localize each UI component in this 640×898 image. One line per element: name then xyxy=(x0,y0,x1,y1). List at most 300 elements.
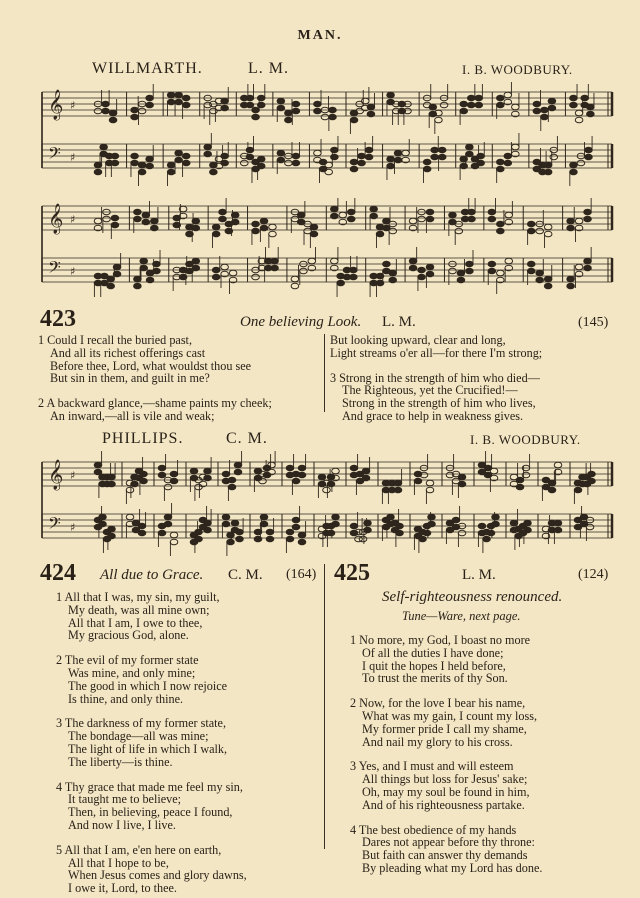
note-head xyxy=(257,156,265,162)
note-head xyxy=(138,108,146,114)
tune-note: Tune—Ware, next page. xyxy=(402,609,521,623)
note-head xyxy=(142,219,150,225)
note-head xyxy=(134,209,142,215)
note-head xyxy=(567,225,575,231)
note-head xyxy=(554,527,562,533)
note-head xyxy=(257,163,265,169)
note-head xyxy=(536,228,544,234)
note-head xyxy=(300,268,308,274)
note-head xyxy=(271,258,279,264)
note-head xyxy=(497,228,505,234)
note-head xyxy=(151,225,159,231)
note-head xyxy=(292,101,300,107)
note-head xyxy=(331,258,339,264)
note-head xyxy=(544,283,552,289)
verse-line: And nail my glory to his cross. xyxy=(362,734,513,749)
note-head xyxy=(222,471,230,477)
note-head xyxy=(291,283,299,289)
note-head xyxy=(246,154,254,160)
note-head xyxy=(389,270,397,276)
note-head xyxy=(504,92,512,98)
note-head xyxy=(138,162,146,168)
note-head xyxy=(541,107,549,113)
verse xyxy=(56,781,322,832)
note-head xyxy=(468,216,476,222)
note-head xyxy=(314,108,322,114)
note-head xyxy=(483,536,491,542)
note-head xyxy=(548,105,556,111)
note-head xyxy=(488,209,496,215)
verse-line: The bondage—all was mine; xyxy=(68,729,209,744)
note-head xyxy=(190,475,198,481)
note-head xyxy=(402,150,410,156)
note-head xyxy=(414,478,422,484)
note-head xyxy=(222,521,230,527)
note-head xyxy=(138,169,146,175)
note-head xyxy=(146,156,154,162)
note-head xyxy=(428,514,436,520)
note-head xyxy=(108,474,116,480)
note-head xyxy=(108,481,116,487)
note-head xyxy=(365,147,373,153)
note-head xyxy=(210,162,218,168)
note-head xyxy=(325,162,333,168)
note-head xyxy=(329,107,337,113)
hymn-verses xyxy=(56,591,322,895)
note-head xyxy=(383,261,391,267)
note-head xyxy=(536,270,544,276)
note-head xyxy=(240,160,248,166)
verse-line: All that I hope to be, xyxy=(68,855,169,870)
note-head xyxy=(298,532,306,538)
note-head xyxy=(458,530,466,536)
music-score-willmarth-2 xyxy=(40,198,616,298)
note-head xyxy=(231,219,239,225)
column-divider xyxy=(324,334,325,412)
verse-line: The light of life in which I walk, xyxy=(68,741,228,756)
note-head xyxy=(337,280,345,286)
note-head xyxy=(554,520,562,526)
verse-line: The good in which I now rejoice xyxy=(68,678,228,693)
verse-line: An inward,—all is vile and weak; xyxy=(50,408,215,423)
verse-line: Before thee, Lord, what wouldst thou see xyxy=(50,358,252,373)
hymn-ref: (164) xyxy=(286,567,317,582)
hymn-number: 423 xyxy=(40,306,76,332)
note-head xyxy=(164,521,172,527)
note-head xyxy=(292,153,300,159)
note-head xyxy=(577,160,585,166)
note-head xyxy=(544,169,552,175)
note-head xyxy=(467,102,475,108)
note-head xyxy=(327,530,335,536)
verse-line: My former pride I call my shame, xyxy=(362,721,527,736)
note-head xyxy=(140,471,148,477)
hymn-verses-col1 xyxy=(38,334,324,423)
note-head xyxy=(109,110,117,116)
note-head xyxy=(131,160,139,166)
note-head xyxy=(332,468,340,474)
verse-line: What was my gain, I count my loss, xyxy=(362,708,537,723)
note-head xyxy=(455,228,463,234)
note-head xyxy=(94,218,102,224)
note-head xyxy=(314,101,322,107)
note-head xyxy=(497,221,505,227)
note-head xyxy=(541,114,549,120)
note-head xyxy=(496,159,504,165)
time-signature-icon: ♯ xyxy=(70,99,76,112)
note-head xyxy=(111,215,119,221)
note-head xyxy=(359,536,367,542)
verse-line: 3 The darkness of my former state, xyxy=(56,716,227,731)
note-head xyxy=(221,160,229,166)
note-head xyxy=(331,154,339,160)
verse-line: The Righteous, yet the Crucified!— xyxy=(342,383,518,398)
note-head xyxy=(524,527,532,533)
note-head xyxy=(140,258,148,264)
note-head xyxy=(227,539,235,545)
verse-line: Dares not appear before thy throne: xyxy=(362,835,535,850)
note-head xyxy=(126,487,134,493)
note-head xyxy=(350,274,358,280)
verse xyxy=(38,397,324,423)
note-head xyxy=(204,102,212,108)
verse-line: 2 A backward glance,—shame paints my cheek; xyxy=(38,396,272,411)
bass-clef-icon: 𝄢 xyxy=(48,257,61,281)
note-head xyxy=(292,524,300,530)
hymn-meter: L. M. xyxy=(462,567,496,583)
note-head xyxy=(449,212,457,218)
note-head xyxy=(339,212,347,218)
note-head xyxy=(570,162,578,168)
note-head xyxy=(210,108,218,114)
verse-line: By pleading what my Lord has done. xyxy=(362,860,543,875)
note-head xyxy=(229,270,237,276)
note-head xyxy=(252,107,260,113)
note-head xyxy=(496,95,504,101)
note-head xyxy=(347,209,355,215)
note-head xyxy=(536,277,544,283)
hymn-number: 425 xyxy=(334,560,370,586)
note-head xyxy=(394,157,402,163)
verse-line: But faith can answer thy demands xyxy=(362,848,528,863)
note-head xyxy=(584,216,592,222)
note-head xyxy=(134,283,142,289)
note-head xyxy=(102,108,110,114)
note-head xyxy=(409,218,417,224)
tune-composer: I. B. WOODBURY. xyxy=(462,62,573,77)
note-head xyxy=(221,264,229,270)
note-head xyxy=(468,209,476,215)
music-score-phillips xyxy=(40,450,616,560)
note-head xyxy=(544,276,552,282)
note-head xyxy=(426,271,434,277)
note-head xyxy=(204,520,212,526)
note-head xyxy=(387,163,395,169)
note-head xyxy=(585,147,593,153)
note-head xyxy=(409,265,417,271)
note-head xyxy=(219,216,227,222)
note-head xyxy=(151,218,159,224)
note-head xyxy=(426,216,434,222)
note-head xyxy=(457,277,465,283)
note-head xyxy=(314,150,322,156)
note-head xyxy=(131,114,139,120)
verse-line: Oh, may my soul be found in him, xyxy=(362,784,530,799)
note-head xyxy=(426,264,434,270)
note-head xyxy=(544,224,552,230)
verse-line: To trust the merits of thy Son. xyxy=(362,671,508,686)
verse xyxy=(56,844,322,895)
note-head xyxy=(298,465,306,471)
note-head xyxy=(355,536,363,542)
note-head xyxy=(361,98,369,104)
note-head xyxy=(394,150,402,156)
note-head xyxy=(419,536,427,542)
time-signature-icon: ♯ xyxy=(70,265,76,278)
note-head xyxy=(505,212,513,218)
note-head xyxy=(111,153,119,159)
note-head xyxy=(138,530,146,536)
note-head xyxy=(504,160,512,166)
note-head xyxy=(297,212,305,218)
note-head xyxy=(271,265,279,271)
verse-line: 1 Could I recall the buried past, xyxy=(38,333,192,347)
note-head xyxy=(389,228,397,234)
note-head xyxy=(548,98,556,104)
verse-line: It taught me to believe; xyxy=(68,792,182,807)
verse-line: And now I live, I live. xyxy=(68,817,176,832)
note-head xyxy=(266,536,274,542)
verse-line: All that I am, I owe to thee, xyxy=(68,615,203,630)
note-head xyxy=(260,225,268,231)
note-head xyxy=(140,265,148,271)
hymn-title: All due to Grace. xyxy=(100,567,204,583)
note-head xyxy=(192,218,200,224)
time-signature-icon: ♯ xyxy=(70,469,76,482)
note-head xyxy=(292,160,300,166)
note-head xyxy=(292,108,300,114)
note-head xyxy=(394,480,402,486)
note-head xyxy=(387,92,395,98)
note-head xyxy=(527,261,535,267)
hymn-number: 424 xyxy=(40,560,76,586)
note-head xyxy=(298,472,306,478)
note-head xyxy=(246,102,254,108)
note-head xyxy=(467,95,475,101)
note-head xyxy=(277,150,285,156)
note-head xyxy=(504,153,512,159)
verse xyxy=(56,654,322,705)
note-head xyxy=(389,277,397,283)
note-head xyxy=(236,536,244,542)
note-head xyxy=(175,150,183,156)
hymn-title: One believing Look. xyxy=(240,314,362,330)
note-head xyxy=(252,114,260,120)
verse-line: 4 The best obedience of my hands xyxy=(350,822,517,837)
tune-name: WILLMARTH. xyxy=(92,60,203,77)
note-head xyxy=(409,258,417,264)
note-head xyxy=(140,478,148,484)
verse-line: Is thine, and only thine. xyxy=(68,691,184,706)
note-head xyxy=(367,111,375,117)
tune-meter: L. M. xyxy=(248,60,289,77)
note-head xyxy=(252,221,260,227)
note-head xyxy=(350,159,358,165)
note-head xyxy=(567,276,575,282)
note-head xyxy=(182,102,190,108)
note-head xyxy=(584,258,592,264)
note-head xyxy=(587,104,595,110)
note-head xyxy=(221,105,229,111)
note-head xyxy=(310,224,318,230)
note-head xyxy=(567,283,575,289)
note-head xyxy=(544,231,552,237)
verse-line: Was mine, and only mine; xyxy=(68,665,196,680)
note-head xyxy=(460,108,468,114)
note-head xyxy=(426,209,434,215)
note-head xyxy=(94,169,102,175)
bass-clef-icon: 𝄢 xyxy=(48,143,61,167)
note-head xyxy=(111,222,119,228)
note-head xyxy=(108,533,116,539)
note-head xyxy=(431,147,439,153)
verse-line: Light streams o'er all—for there I'm strong; xyxy=(330,345,543,360)
verse-line: And grace to help in weakness gives. xyxy=(342,408,524,423)
note-head xyxy=(584,209,592,215)
verse-line: All things but loss for Jesus' sake; xyxy=(362,772,528,787)
note-head xyxy=(146,277,154,283)
note-head xyxy=(103,216,111,222)
note-head xyxy=(319,159,327,165)
note-head xyxy=(394,487,402,493)
hymn-ref: (145) xyxy=(578,315,609,330)
note-head xyxy=(452,517,460,523)
verse-line: 1 All that I was, my sin, my guilt, xyxy=(56,590,220,604)
tune-composer: I. B. WOODBURY. xyxy=(470,432,581,447)
verse xyxy=(56,717,322,768)
note-head xyxy=(362,475,370,481)
note-head xyxy=(153,268,161,274)
note-head xyxy=(94,108,102,114)
note-head xyxy=(548,487,556,493)
note-head xyxy=(376,231,384,237)
note-head xyxy=(321,114,329,120)
note-head xyxy=(204,475,212,481)
note-head xyxy=(588,478,596,484)
note-head xyxy=(527,268,535,274)
note-head xyxy=(195,536,203,542)
note-head xyxy=(527,221,535,227)
note-head xyxy=(570,102,578,108)
note-head xyxy=(570,169,578,175)
note-head xyxy=(257,102,265,108)
note-head xyxy=(457,270,465,276)
note-head xyxy=(164,514,172,520)
note-head xyxy=(134,216,142,222)
note-head xyxy=(492,514,500,520)
note-head xyxy=(574,487,582,493)
note-head xyxy=(488,216,496,222)
note-head xyxy=(364,520,372,526)
note-head xyxy=(429,104,437,110)
verse-line: 5 All that I am, e'en here on earth, xyxy=(56,842,222,857)
note-head xyxy=(228,477,236,483)
verse-line: Then, in believing, peace I found, xyxy=(68,805,233,820)
verse xyxy=(38,334,324,385)
note-head xyxy=(533,108,541,114)
note-head xyxy=(475,102,483,108)
note-head xyxy=(487,530,495,536)
note-head xyxy=(126,514,134,520)
note-head xyxy=(212,274,220,280)
note-head xyxy=(586,524,594,530)
note-head xyxy=(221,98,229,104)
note-head xyxy=(423,159,431,165)
note-head xyxy=(587,111,595,117)
note-head xyxy=(94,162,102,168)
note-head xyxy=(175,99,183,105)
note-head xyxy=(505,258,513,264)
note-head xyxy=(418,216,426,222)
note-head xyxy=(460,156,468,162)
note-head xyxy=(331,147,339,153)
note-head xyxy=(429,111,437,117)
note-head xyxy=(438,147,446,153)
note-head xyxy=(246,95,254,101)
note-head xyxy=(527,228,535,234)
note-head xyxy=(575,110,583,116)
note-head xyxy=(131,481,139,487)
note-head xyxy=(228,484,236,490)
treble-clef-icon: 𝄞 xyxy=(48,90,64,120)
note-head xyxy=(252,228,260,234)
note-head xyxy=(298,539,306,545)
note-head xyxy=(438,154,446,160)
note-head xyxy=(170,471,178,477)
note-head xyxy=(323,487,331,493)
verse-line: 4 Thy grace that made me feel my sin, xyxy=(56,779,243,794)
note-head xyxy=(350,465,358,471)
note-head xyxy=(308,258,316,264)
note-head xyxy=(99,521,107,527)
treble-clef-icon: 𝄞 xyxy=(48,204,64,234)
hymn-title: Self-righteousness renounced. xyxy=(382,589,563,605)
note-head xyxy=(109,117,117,123)
note-head xyxy=(260,514,268,520)
note-head xyxy=(182,95,190,101)
note-head xyxy=(435,117,443,123)
note-head xyxy=(570,95,578,101)
note-head xyxy=(367,104,375,110)
note-head xyxy=(219,209,227,215)
note-head xyxy=(418,274,426,280)
note-head xyxy=(167,99,175,105)
verse-line: The liberty—is thine. xyxy=(68,754,173,769)
note-head xyxy=(246,147,254,153)
column-divider xyxy=(324,564,325,849)
note-head xyxy=(222,514,230,520)
verse-line: My death, was all mine own; xyxy=(68,602,210,617)
note-head xyxy=(170,478,178,484)
verse-line: My gracious God, alone. xyxy=(68,628,189,643)
note-head xyxy=(269,224,277,230)
note-head xyxy=(350,267,358,273)
note-head xyxy=(269,231,277,237)
note-head xyxy=(146,95,154,101)
note-head xyxy=(347,216,355,222)
note-head xyxy=(516,484,524,490)
note-head xyxy=(286,529,294,535)
